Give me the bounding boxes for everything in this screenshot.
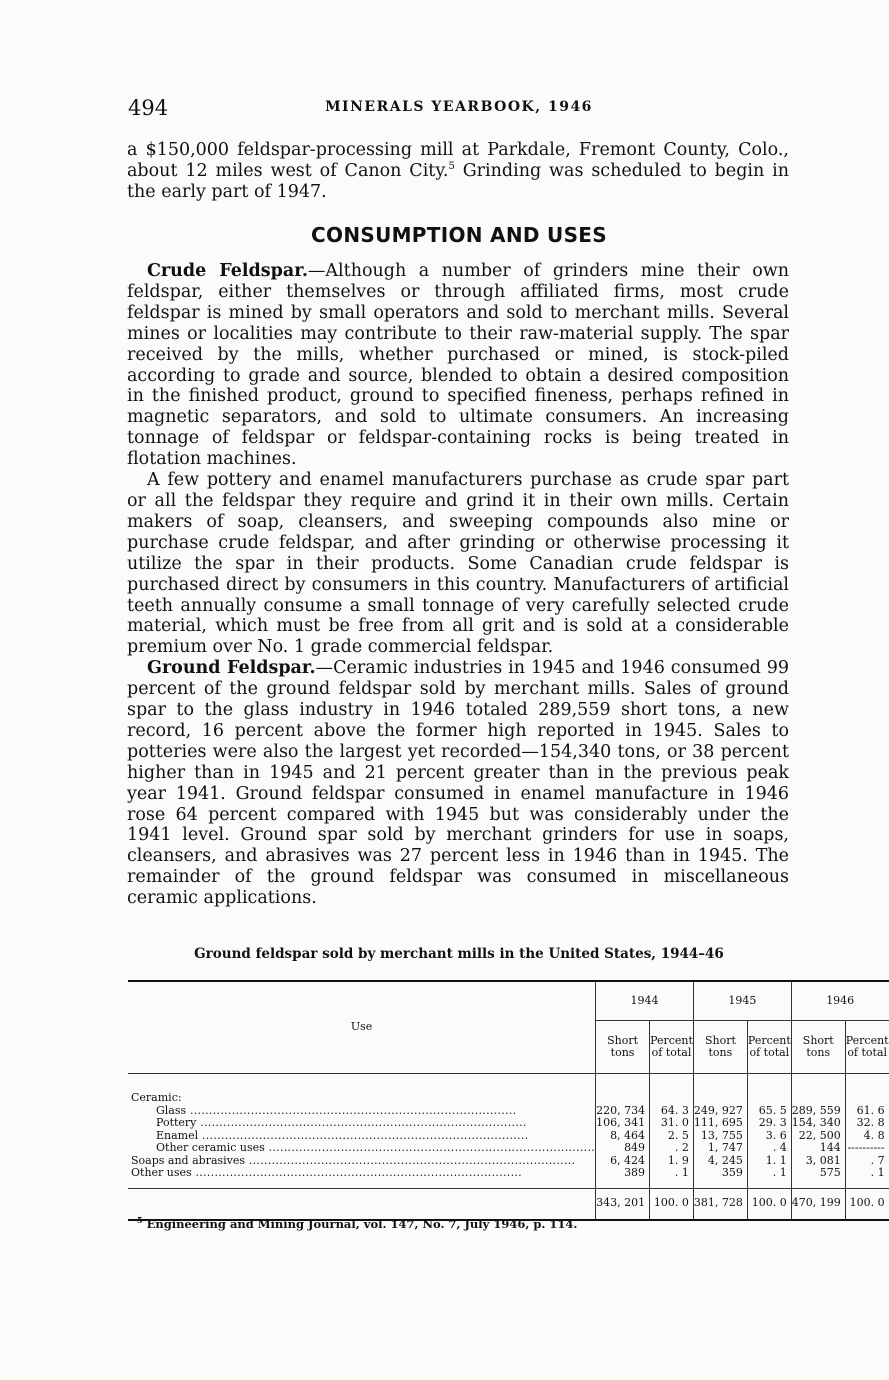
section-heading: CONSUMPTION AND USES: [311, 223, 607, 247]
table-cell: 289, 559: [791, 1105, 845, 1118]
row-label: Glass .....: [156, 1104, 516, 1117]
table-cell: 3. 6: [747, 1130, 791, 1143]
table-cell: 575: [791, 1167, 845, 1180]
column-header: Percent of total: [845, 1021, 888, 1074]
table-cell: 32. 8: [845, 1117, 888, 1130]
table-cell: . 1: [845, 1167, 888, 1180]
total-cell: 100. 0: [650, 1188, 694, 1220]
paragraph-ground-feldspar: [127, 658, 789, 909]
total-cell: 381, 728: [693, 1188, 747, 1220]
run-in-heading: Ground Feldspar.: [147, 658, 316, 679]
table-cell: 1. 9: [650, 1155, 694, 1168]
table-cell: . 7: [845, 1155, 888, 1168]
table-cell: . 1: [650, 1167, 694, 1180]
page-header: [128, 96, 790, 122]
table-cell: 111, 695: [693, 1117, 747, 1130]
table-cell: 249, 927: [693, 1105, 747, 1118]
table-cell: 849: [596, 1142, 650, 1155]
stub-header: Use: [128, 981, 596, 1074]
table-cell: 359: [693, 1167, 747, 1180]
table-header-years: [128, 981, 889, 1021]
intro-text: a $150,000 feldspar-processing mill at Parkdale, Fremont County, Colo., about 12 miles west of Canon City.: [127, 140, 789, 181]
table-cell: 64. 3: [650, 1105, 694, 1118]
year-header: 1945: [693, 981, 791, 1021]
table-cell: . 1: [747, 1167, 791, 1180]
table-cell: 3, 081: [791, 1155, 845, 1168]
table-cell: ----------: [845, 1142, 888, 1155]
table-cell: . 4: [747, 1142, 791, 1155]
paragraph-pottery: [127, 470, 789, 658]
table-cell: 31. 0: [650, 1117, 694, 1130]
total-row: [128, 1188, 889, 1220]
intro-paragraph: [127, 140, 789, 203]
table-row: [128, 1167, 889, 1180]
table-cell: 4, 245: [693, 1155, 747, 1168]
footnote-text: Engineering and Mining Journal, vol. 147, No. 7, July 1946, p. 114.: [142, 1217, 578, 1231]
table-cell: 144: [791, 1142, 845, 1155]
total-cell: 343, 201: [596, 1188, 650, 1220]
table-cell: . 2: [650, 1142, 694, 1155]
table-cell: 29. 3: [747, 1117, 791, 1130]
total-cell: 100. 0: [747, 1188, 791, 1220]
row-label: Other uses .....: [131, 1166, 522, 1179]
footnote-marker: 5: [137, 1215, 143, 1226]
table-cell: 106, 341: [596, 1117, 650, 1130]
row-label: Soaps and abrasives .....: [131, 1154, 575, 1167]
intro-text-continued: Grinding was scheduled to begin in the early part of 1947.: [127, 160, 790, 202]
table-cell: 6, 424: [596, 1155, 650, 1168]
column-header: Short tons: [596, 1021, 650, 1074]
total-cell: 100. 0: [845, 1188, 888, 1220]
page-number: 494: [128, 96, 169, 120]
column-header: Percent of total: [747, 1021, 791, 1074]
running-head: MINERALS YEARBOOK, 1946: [325, 99, 593, 115]
table-cell: 1. 1: [747, 1155, 791, 1168]
row-label: Enamel .....: [156, 1129, 528, 1142]
paragraph-text: —Although a number of grinders mine their own feldspar, either themselves or through affiliated firms, most crude feldspar is mined by small operators and sold to merchant mills. Several mines or localities may contribute to their raw-material supply. The spar received by the mills, whether purchased or mined, is stock-piled according to grade and source, blended to obtain a desired composition in the finished product, ground to specified fineness, perhaps refined in magnetic separators, and sold to ultimate consumers. An increasing tonnage of feldspar or feldspar-containing rocks is being treated in flotation machines.: [127, 261, 789, 470]
row-label: Pottery .....: [156, 1116, 527, 1129]
table-cell: 22, 500: [791, 1130, 845, 1143]
table-cell: 8, 464: [596, 1130, 650, 1143]
table-cell: 13, 755: [693, 1130, 747, 1143]
feldspar-sales-table: [128, 980, 889, 1221]
column-header: Percent of total: [650, 1021, 694, 1074]
table-cell: 65. 5: [747, 1105, 791, 1118]
column-header: Short tons: [791, 1021, 845, 1074]
paragraph-crude-feldspar: [127, 261, 789, 470]
category-label: Ceramic:: [131, 1091, 182, 1104]
footnote: [137, 1217, 577, 1231]
table-cell: 2. 5: [650, 1130, 694, 1143]
column-header: Short tons: [693, 1021, 747, 1074]
table-cell: 1, 747: [693, 1142, 747, 1155]
year-header: 1944: [596, 981, 694, 1021]
row-label: Other ceramic uses .....: [156, 1141, 595, 1154]
year-header: 1946: [791, 981, 888, 1021]
paragraph-text: A few pottery and enamel manufacturers purchase as crude spar part or all the feldspar they require and grind it in their own mills. Certain makers of soap, cleansers, and sweeping compounds also mine or purchase crude feldspar, and after grinding or otherwise processing it utilize the spar in their products. Some Canadian crude feldspar is purchased direct by consumers in this country. Manufacturers of artificial teeth annually consume a small tonnage of very carefully selected crude material, which must be free from all grit and is sold at a considerable premium over No. 1 grade commercial feldspar.: [127, 470, 789, 658]
footnote-reference: 5: [448, 161, 455, 173]
run-in-heading: Crude Feldspar.: [147, 261, 308, 281]
table-cell: 61. 6: [845, 1105, 888, 1118]
body-section: [127, 261, 789, 909]
table-title: Ground feldspar sold by merchant mills in the United States, 1944–46: [194, 946, 724, 962]
total-cell: 470, 199: [791, 1188, 845, 1220]
table-body: [128, 1074, 889, 1220]
paragraph-text: —Ceramic industries in 1945 and 1946 consumed 99 percent of the ground feldspar sold by merchant mills. Sales of ground spar to the glass industry in 1946 totaled 289,559 short tons, a new record, 16 percent above the former high reported in 1945. Sales to potteries were also the largest yet recorded—154,340 tons, or 38 percent higher than in 1945 and 21 percent greater than in the previous peak year 1941. Ground feldspar consumed in enamel manufacture in 1946 rose 64 percent compared with 1945 but was considerably under the 1941 level. Ground spar sold by merchant grinders for use in soaps, cleansers, and abrasives was 27 percent less in 1946 than in 1945. The remainder of the ground feldspar was consumed in miscellaneous ceramic applications.: [127, 658, 789, 909]
table-cell: 389: [596, 1167, 650, 1180]
table-cell: 154, 340: [791, 1117, 845, 1130]
table-cell: 220, 734: [596, 1105, 650, 1118]
table-cell: 4. 8: [845, 1130, 888, 1143]
